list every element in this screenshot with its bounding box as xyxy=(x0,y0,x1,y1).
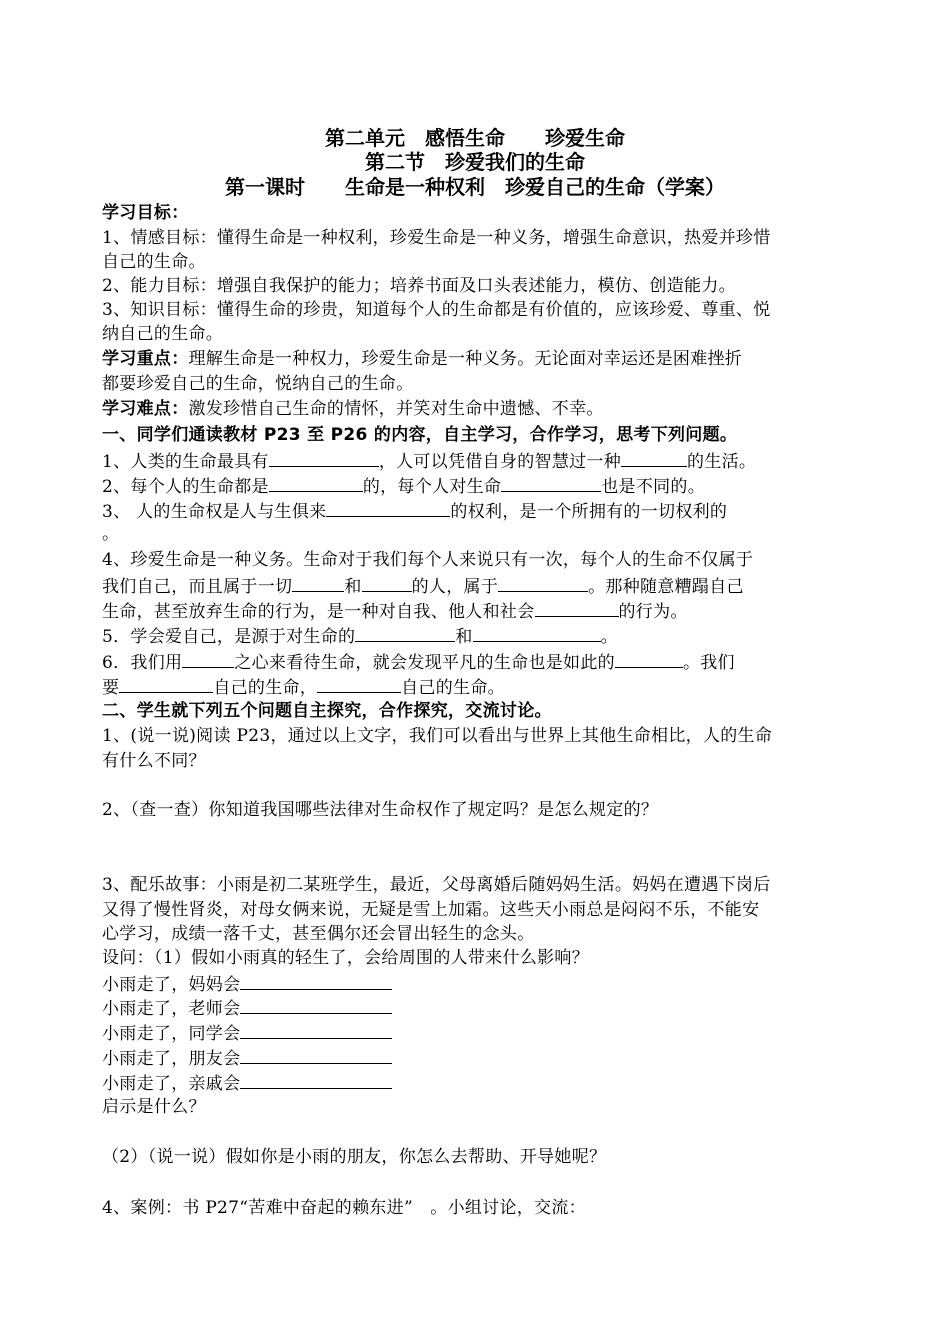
part-2-heading: 二、学生就下列五个问题自主探究，合作探究，交流讨论。 xyxy=(102,701,552,721)
key-point-line-a xyxy=(102,347,742,371)
q5-blank-1[interactable] xyxy=(355,623,455,642)
q1-blank-1[interactable] xyxy=(269,448,379,467)
q1-text-b: ，人可以凭借自身的智慧过一种 xyxy=(378,452,622,472)
question-6-line-a xyxy=(102,649,735,675)
q6-blank-3[interactable] xyxy=(119,674,213,693)
fill-line-classmate xyxy=(102,1020,392,1046)
goal-3-line-b: 纳自己的生命。 xyxy=(102,324,224,344)
inquiry-3-question-1: 设问：（1）假如小雨真的轻生了，会给周围的人带来什么影响？ xyxy=(102,948,590,968)
key-point-line-b: 都要珍爱自己的生命，悦纳自己的生命。 xyxy=(102,374,414,394)
fill-label-friend: 小雨走了，朋友会 xyxy=(102,1049,241,1069)
q4-text-b4: 。那种随意糟蹋自己 xyxy=(588,577,744,597)
fill-label-classmate: 小雨走了，同学会 xyxy=(102,1024,241,1044)
q4-blank-1[interactable] xyxy=(292,573,344,592)
goal-1-line-a: 1、情感目标：懂得生命是一种权利，珍爱生命是一种义务，增强生命意识，热爱并珍惜 xyxy=(102,228,771,248)
inquiry-1-line-b: 有什么不同？ xyxy=(102,751,206,771)
fill-label-mother: 小雨走了，妈妈会 xyxy=(102,975,241,995)
q2-blank-1[interactable] xyxy=(269,473,363,492)
q6-blank-4[interactable] xyxy=(317,674,401,693)
fill-line-relative xyxy=(102,1070,392,1096)
inquiry-1-line-a: 1、(说一说)阅读 P23，通过以上文字，我们可以看出与世界上其他生命相比，人的生命 xyxy=(102,726,773,746)
key-point-text: 理解生命是一种权力，珍爱生命是一种义务。无论面对幸运还是困难挫折 xyxy=(188,349,743,369)
q5-text-a: 5．学会爱自己，是源于对生命的 xyxy=(102,627,356,647)
q1-text-c: 的生活。 xyxy=(687,452,757,472)
insight-question: 启示是什么？ xyxy=(102,1097,206,1117)
q1-blank-2[interactable] xyxy=(621,448,687,467)
lesson-title: 第一课时 生命是一种权利 珍爱自己的生命（学案） xyxy=(225,175,725,199)
fill-label-relative: 小雨走了，亲戚会 xyxy=(102,1074,241,1094)
q4-text-b3: 的人，属于 xyxy=(411,577,499,597)
q6-text-e: 自己的生命， xyxy=(213,678,318,698)
part-1-heading: 一、同学们通读教材 P23 至 P26 的内容，自主学习，合作学习，思考下列问题。 xyxy=(102,425,738,445)
inquiry-2: 2、（查一查）你知道我国哪些法律对生命权作了规定吗？是怎么规定的？ xyxy=(102,800,659,820)
section-title: 第二节 珍爱我们的生命 xyxy=(365,150,585,174)
question-4-line-b xyxy=(102,573,744,599)
q2-text-a: 2、每个人的生命都是 xyxy=(102,477,269,497)
q4-blank-2[interactable] xyxy=(362,573,412,592)
q3-blank-1[interactable] xyxy=(326,498,450,517)
q6-blank-1[interactable] xyxy=(182,649,234,668)
inquiry-4: 4、案例：书 P27“苦难中奋起的赖东进” 。小组讨论，交流： xyxy=(102,1198,586,1218)
key-point-label: 学习重点： xyxy=(102,349,189,369)
question-3-end: 。 xyxy=(102,524,120,544)
question-3 xyxy=(102,498,727,524)
q5-blank-2[interactable] xyxy=(473,623,601,642)
q5-text-c: 。 xyxy=(600,627,618,647)
q6-text-a: 6．我们用 xyxy=(102,653,183,673)
goal-2: 2、能力目标：增强自我保护的能力；培养书面及口头表述能力，模仿、创造能力。 xyxy=(102,276,736,296)
question-5 xyxy=(102,623,618,649)
q6-blank-2[interactable] xyxy=(615,649,683,668)
q6-text-f: 自己的生命。 xyxy=(401,678,505,698)
q3-text-a: 3、 人的生命权是人与生俱来 xyxy=(102,502,327,522)
q1-text-a: 1、人类的生命最具有 xyxy=(102,452,269,472)
inquiry-3-line-a: 3、配乐故事：小雨是初二某班学生，最近，父母离婚后随妈妈生活。妈妈在遭遇下岗后 xyxy=(102,875,771,895)
question-4-line-a: 4、珍爱生命是一种义务。生命对于我们每个人来说只有一次，每个人的生命不仅属于 xyxy=(102,550,754,570)
fill-blank-classmate[interactable] xyxy=(240,1020,392,1039)
q2-blank-2[interactable] xyxy=(501,473,601,492)
q6-text-b: 之心来看待生命，就会发现平凡的生命也是如此的 xyxy=(234,653,615,673)
fill-line-mother xyxy=(102,971,392,997)
fill-blank-friend[interactable] xyxy=(240,1045,392,1064)
q4-text-c2: 的行为。 xyxy=(618,602,688,622)
q6-text-d: 要 xyxy=(102,678,120,698)
fill-line-friend xyxy=(102,1045,392,1071)
q4-text-c1: 生命，甚至放弃生命的行为，是一种对自我、他人和社会 xyxy=(102,602,535,622)
q4-blank-3[interactable] xyxy=(498,573,588,592)
fill-blank-relative[interactable] xyxy=(240,1070,392,1089)
q4-blank-4[interactable] xyxy=(535,598,619,617)
q2-text-b: 的，每个人对生命 xyxy=(362,477,502,497)
question-1 xyxy=(102,448,756,474)
q4-text-b2: 和 xyxy=(344,577,362,597)
unit-title: 第二单元 感悟生命 珍爱生命 xyxy=(325,126,625,150)
goal-3-line-a: 3、知识目标：懂得生命的珍贵，知道每个人的生命都是有价值的，应该珍爱、尊重、悦 xyxy=(102,300,771,320)
q2-text-c: 也是不同的。 xyxy=(601,477,706,497)
question-2 xyxy=(102,473,705,499)
q4-text-b1: 我们自己，而且属于一切 xyxy=(102,577,293,597)
question-4-line-c xyxy=(102,598,688,624)
q3-text-b: 的权利，是一个所拥有的一切权利的 xyxy=(450,502,728,522)
goal-1-line-b: 自己的生命。 xyxy=(102,252,206,272)
fill-label-teacher: 小雨走了，老师会 xyxy=(102,999,241,1019)
fill-blank-mother[interactable] xyxy=(240,971,392,990)
goals-heading: 学习目标： xyxy=(102,203,189,223)
fill-line-teacher xyxy=(102,995,392,1021)
inquiry-3-line-c: 心学习，成绩一落千丈，甚至偶尔还会冒出轻生的念头。 xyxy=(102,924,535,944)
inquiry-3-line-b: 又得了慢性肾炎，对母女俩来说，无疑是雪上加霜。这些天小雨总是闷闷不乐，不能安 xyxy=(102,900,760,920)
question-6-line-b xyxy=(102,674,505,700)
inquiry-3-question-2: （2）（说一说）假如你是小雨的朋友，你怎么去帮助、开导她呢？ xyxy=(102,1147,607,1167)
q6-text-c: 。我们 xyxy=(682,653,735,673)
q5-text-b: 和 xyxy=(455,627,473,647)
fill-blank-teacher[interactable] xyxy=(240,995,392,1014)
difficulty-line xyxy=(102,397,604,421)
difficulty-text: 激发珍惜自己生命的情怀，并笑对生命中遗憾、不幸。 xyxy=(188,399,604,419)
difficulty-label: 学习难点： xyxy=(102,399,189,419)
